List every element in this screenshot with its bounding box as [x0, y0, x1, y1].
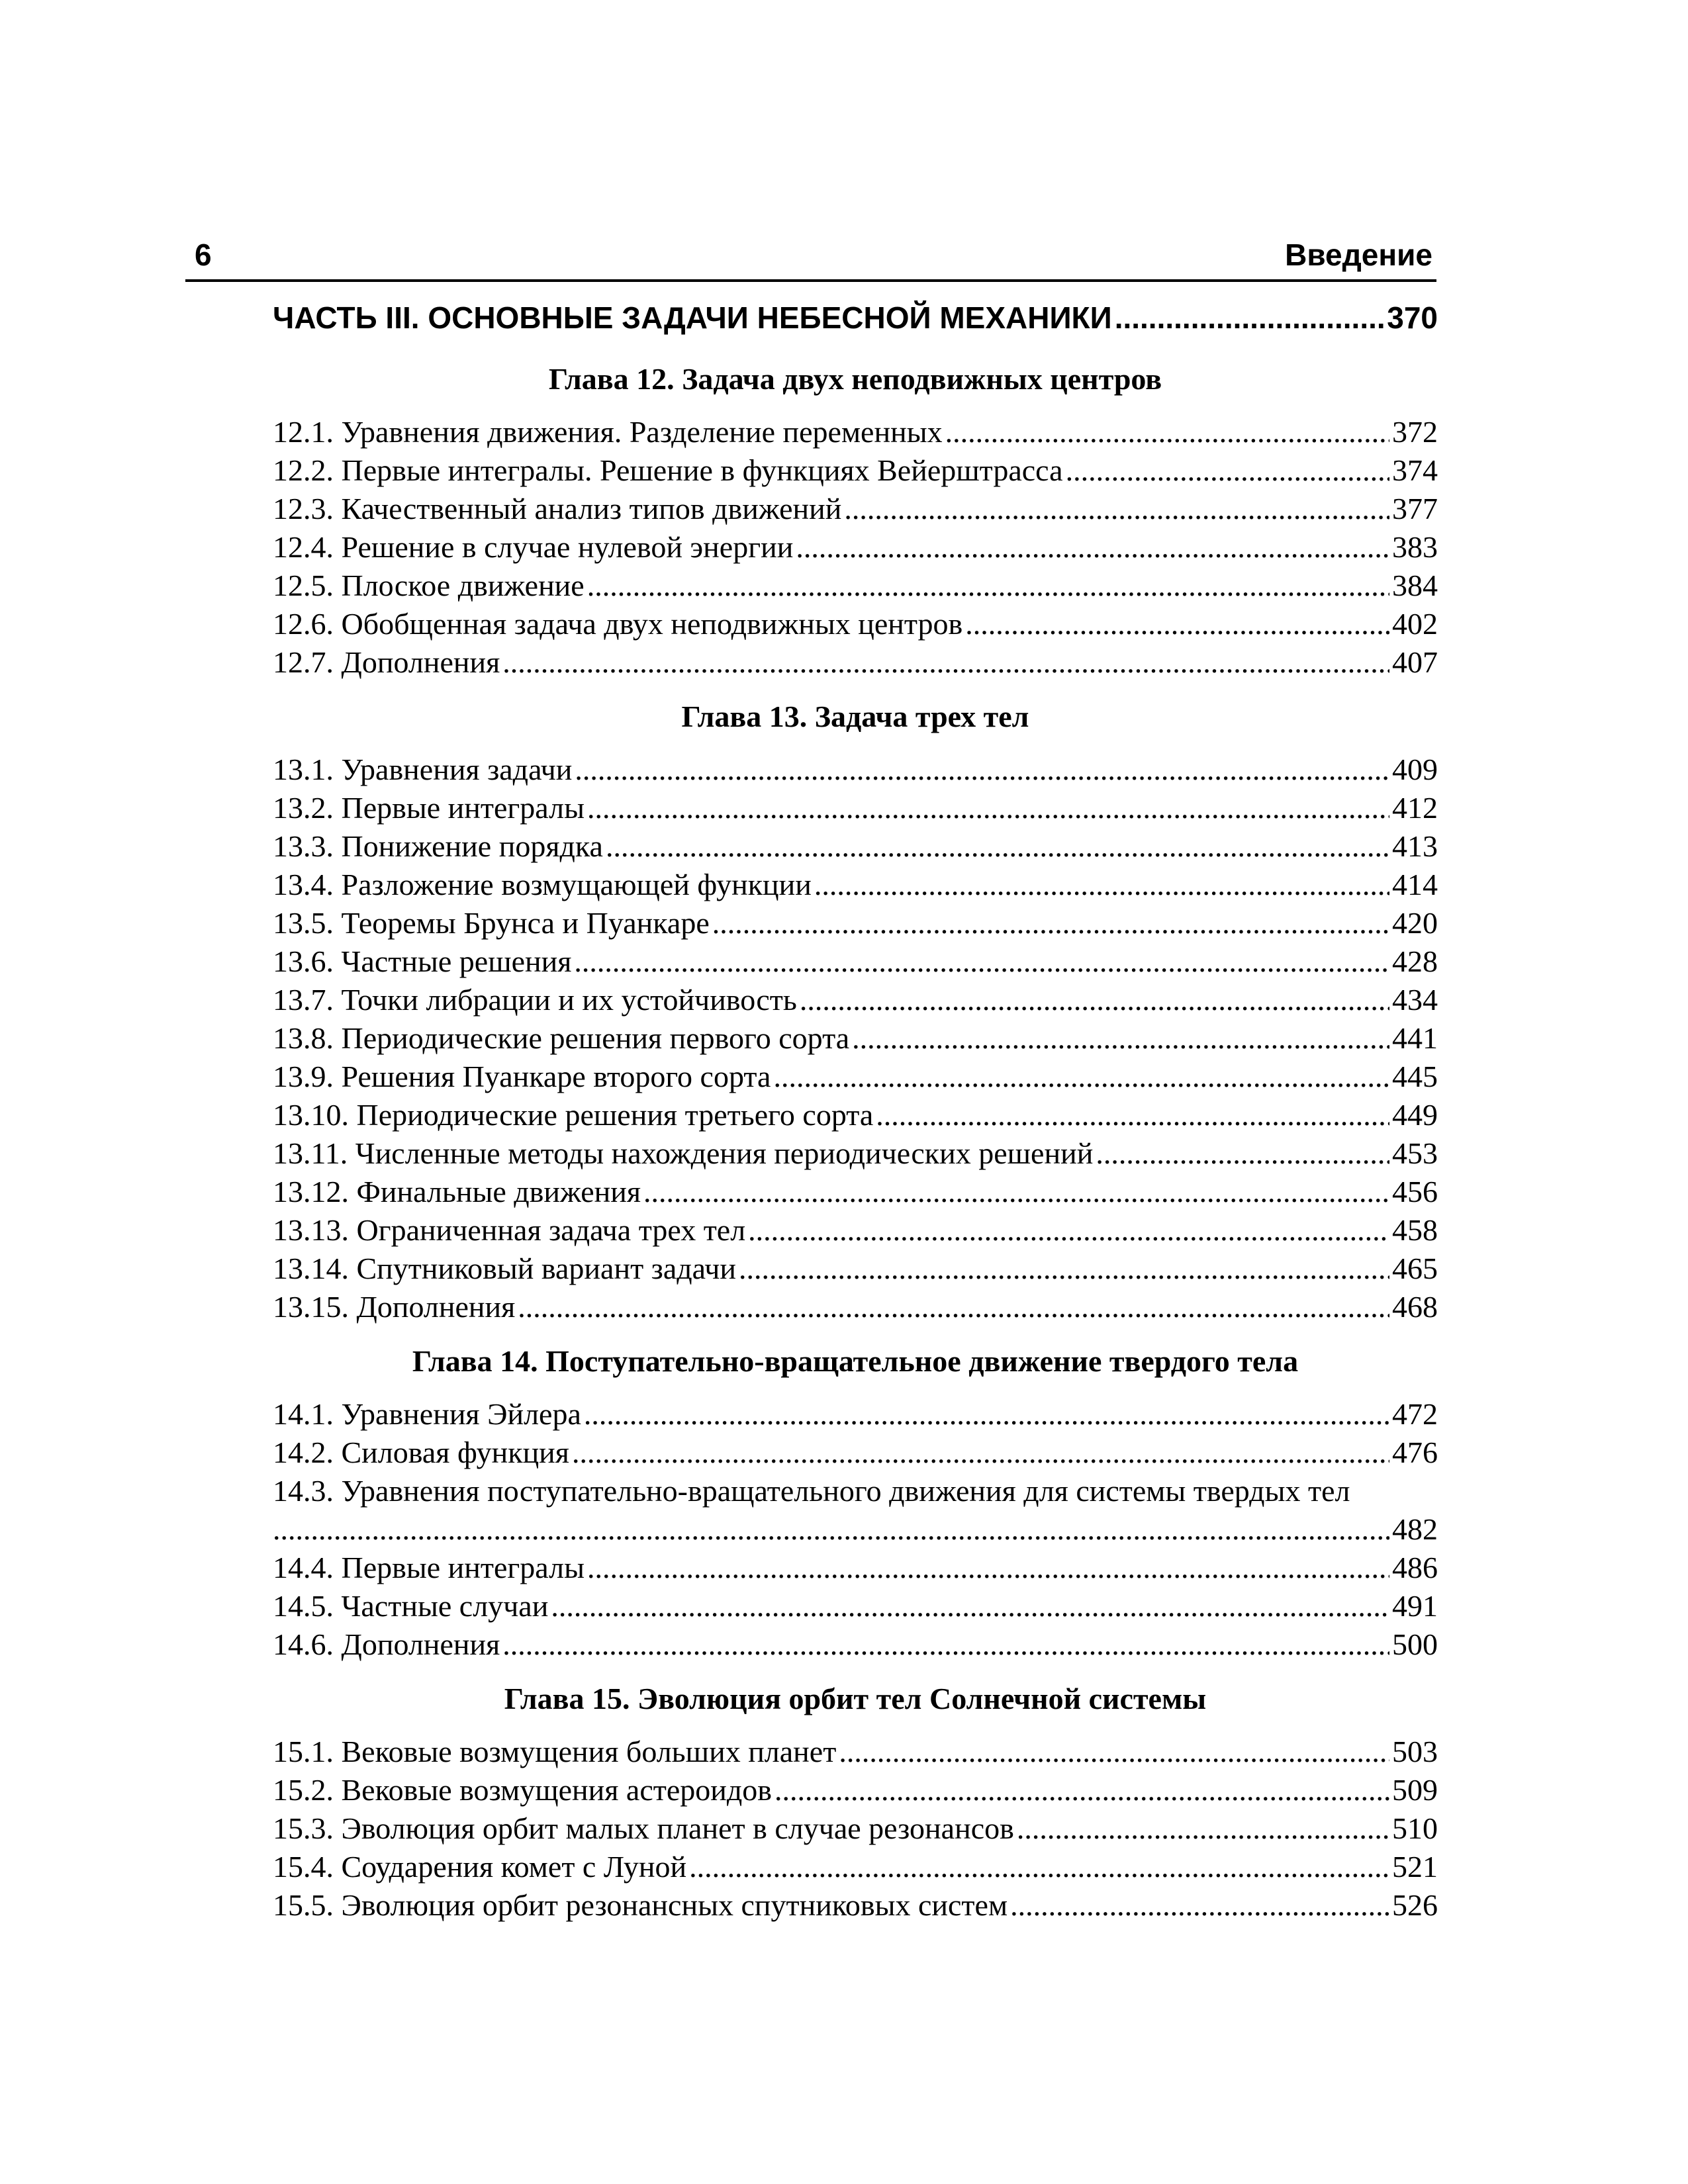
entry-page: 500 [1392, 1627, 1438, 1661]
entry-title: 13.6. Частные решения [273, 944, 572, 978]
entry-page: 453 [1392, 1136, 1438, 1170]
entry-page: 491 [1392, 1589, 1438, 1623]
dot-leader [502, 643, 1389, 682]
toc-entry[interactable] [273, 827, 1438, 866]
dot-leader [587, 789, 1389, 827]
dot-leader [1096, 1134, 1389, 1173]
entry-page: 468 [1392, 1290, 1438, 1324]
dot-leader [643, 1173, 1389, 1211]
chapter-heading: Глава 12. Задача двух неподвижных центров [548, 362, 1162, 396]
toc-entry[interactable] [273, 981, 1438, 1019]
chapter-heading: Глава 14. Поступательно-вращательное движение твердого тела [412, 1344, 1299, 1378]
entry-title: 13.5. Теоремы Брунса и Пуанкаре [273, 906, 710, 940]
entry-page: 458 [1392, 1213, 1438, 1247]
dot-leader [502, 1625, 1389, 1664]
entry-title: 12.1. Уравнения движения. Разделение переменных [273, 415, 943, 449]
entry-title: 13.14. Спутниковый вариант задачи [273, 1251, 736, 1285]
page-number: 6 [195, 238, 212, 272]
toc-entry[interactable] [273, 605, 1438, 643]
toc-entry[interactable] [273, 942, 1438, 981]
entry-page: 384 [1392, 569, 1438, 602]
entry-title: 12.2. Первые интегралы. Решение в функциях Вейерштрасса [273, 453, 1063, 487]
entry-page: 510 [1392, 1811, 1438, 1845]
dot-leader [1010, 1886, 1389, 1925]
entry-page: 428 [1392, 944, 1438, 978]
dot-leader [852, 1019, 1389, 1058]
entry-title: 13.2. Первые интегралы [273, 791, 585, 825]
toc-entry[interactable] [273, 1058, 1438, 1096]
toc-entry[interactable] [273, 1549, 1438, 1587]
entry-title: 13.10. Периодические решения третьего сорта [273, 1098, 874, 1132]
dot-leader [1066, 451, 1389, 490]
entry-page: 402 [1392, 607, 1438, 641]
running-head: Введение [1285, 238, 1432, 272]
entry-title: 14.3. Уравнения поступательно-вращательного движения для системы твердых тел [273, 1474, 1350, 1508]
entry-page: 407 [1392, 645, 1438, 679]
entry-page: 441 [1392, 1021, 1438, 1055]
dot-leader [945, 413, 1389, 451]
entry-title: 15.1. Вековые возмущения больших планет [273, 1735, 837, 1768]
toc-entry[interactable] [273, 1625, 1438, 1664]
toc-entry[interactable] [273, 1019, 1438, 1058]
entry-title: 13.11. Численные методы нахождения периодических решений [273, 1136, 1094, 1170]
toc-entry[interactable] [273, 866, 1438, 904]
dot-leader [587, 567, 1389, 605]
entry-page: 383 [1392, 530, 1438, 564]
toc-entry[interactable] [273, 490, 1438, 528]
dot-leader [800, 981, 1389, 1019]
entry-page: 445 [1392, 1060, 1438, 1093]
toc-entry[interactable] [273, 751, 1438, 789]
toc-entry[interactable] [273, 1587, 1438, 1625]
part-title: ЧАСТЬ III. ОСНОВНЫЕ ЗАДАЧИ НЕБЕСНОЙ МЕХАНИКИ [273, 300, 1112, 335]
entry-title: 15.3. Эволюция орбит малых планет в случае резонансов [273, 1811, 1014, 1845]
entry-page: 472 [1392, 1397, 1438, 1431]
dot-leader [876, 1096, 1389, 1134]
entry-title: 13.1. Уравнения задачи [273, 752, 573, 786]
toc-entry[interactable] [273, 1096, 1438, 1134]
entry-title: 12.6. Обобщенная задача двух неподвижных центров [273, 607, 963, 641]
toc-entry[interactable] [273, 1134, 1438, 1173]
toc-entry[interactable] [273, 1250, 1438, 1288]
chapter-heading: Глава 15. Эволюция орбит тел Солнечной системы [504, 1682, 1207, 1715]
entry-title: 13.8. Периодические решения первого сорта [273, 1021, 850, 1055]
entry-page: 412 [1392, 791, 1438, 825]
entry-title: 14.6. Дополнения [273, 1627, 500, 1661]
toc-entry[interactable] [273, 1211, 1438, 1250]
dot-leader [839, 1733, 1389, 1771]
entry-page: 486 [1392, 1551, 1438, 1584]
entry-title: 15.2. Вековые возмущения астероидов [273, 1773, 773, 1807]
entry-title: 13.7. Точки либрации и их устойчивость [273, 983, 797, 1017]
entry-title: 13.9. Решения Пуанкаре второго сорта [273, 1060, 771, 1093]
dot-leader [773, 1058, 1389, 1096]
toc-entry[interactable] [273, 1809, 1438, 1848]
entry-title: 13.15. Дополнения [273, 1290, 516, 1324]
entry-title: 12.4. Решение в случае нулевой энергии [273, 530, 794, 564]
entry-page: 482 [1392, 1512, 1438, 1546]
toc-entry[interactable] [273, 1173, 1438, 1211]
entry-title: 12.3. Качественный анализ типов движений [273, 492, 842, 525]
dot-leader [712, 904, 1389, 942]
entry-page: 377 [1392, 492, 1438, 525]
entry-title: 14.4. Первые интегралы [273, 1551, 585, 1584]
toc-entry[interactable] [273, 1848, 1438, 1886]
toc-entry[interactable] [273, 413, 1438, 451]
entry-title: 13.12. Финальные движения [273, 1175, 641, 1208]
entry-title: 13.3. Понижение порядка [273, 829, 603, 863]
entry-page: 509 [1392, 1773, 1438, 1807]
entry-page: 420 [1392, 906, 1438, 940]
toc-entry[interactable] [273, 904, 1438, 942]
toc-entry[interactable] [273, 1733, 1438, 1771]
entry-page: 374 [1392, 453, 1438, 487]
dot-leader [574, 942, 1389, 981]
entry-title: 14.1. Уравнения Эйлера [273, 1397, 581, 1431]
dot-leader [584, 1395, 1389, 1433]
entry-title: 12.7. Дополнения [273, 645, 500, 679]
part-page: 370 [1387, 300, 1438, 335]
entry-title: 15.5. Эволюция орбит резонансных спутниковых систем [273, 1888, 1008, 1922]
toc-entry[interactable] [273, 451, 1438, 490]
toc-entry[interactable] [273, 528, 1438, 567]
dot-leader [739, 1250, 1389, 1288]
entry-title: 13.4. Разложение возмущающей функции [273, 868, 812, 901]
entry-title: 14.2. Силовая функция [273, 1435, 569, 1469]
entry-page: 449 [1392, 1098, 1438, 1132]
dot-leader [572, 1433, 1389, 1472]
entry-page: 409 [1392, 752, 1438, 786]
toc-entry[interactable] [273, 1288, 1438, 1326]
dot-leader [814, 866, 1389, 904]
page-header [185, 233, 1436, 282]
chapter-heading: Глава 13. Задача трех тел [681, 700, 1029, 733]
dot-leader [606, 827, 1389, 866]
dot-leader [796, 528, 1389, 567]
entry-title: 14.5. Частные случаи [273, 1589, 549, 1623]
toc-entry[interactable] [273, 1886, 1438, 1925]
dot-leader [551, 1587, 1389, 1625]
dot-leader [965, 605, 1389, 643]
dot-leader [587, 1549, 1389, 1587]
entry-page: 503 [1392, 1735, 1438, 1768]
toc-entry[interactable] [273, 567, 1438, 605]
entry-page: 414 [1392, 868, 1438, 901]
toc-entry[interactable] [273, 1771, 1438, 1809]
entry-page: 521 [1392, 1850, 1438, 1884]
entry-page: 476 [1392, 1435, 1438, 1469]
table-of-contents [273, 291, 1438, 1925]
entry-page: 465 [1392, 1251, 1438, 1285]
dot-leader [518, 1288, 1389, 1326]
toc-entry[interactable] [273, 1395, 1438, 1433]
entry-page: 434 [1392, 983, 1438, 1017]
toc-entry[interactable] [273, 1433, 1438, 1472]
dot-leader [774, 1771, 1389, 1809]
dot-leader [273, 1510, 1389, 1549]
entry-page: 413 [1392, 829, 1438, 863]
entry-page: 526 [1392, 1888, 1438, 1922]
entry-title: 13.13. Ограниченная задача трех тел [273, 1213, 746, 1247]
dot-leader [844, 490, 1389, 528]
toc-entry[interactable] [273, 643, 1438, 682]
dot-leader [689, 1848, 1389, 1886]
entry-page: 372 [1392, 415, 1438, 449]
dot-leader [1017, 1809, 1389, 1848]
entry-title: 15.4. Соударения комет с Луной [273, 1850, 687, 1884]
toc-entry[interactable] [273, 1472, 1438, 1549]
entry-page: 456 [1392, 1175, 1438, 1208]
entry-title: 12.5. Плоское движение [273, 569, 585, 602]
dot-leader [748, 1211, 1389, 1250]
part-entry[interactable] [273, 291, 1438, 344]
dot-leader [575, 751, 1389, 789]
dot-leader [1115, 291, 1385, 344]
toc-entry[interactable] [273, 789, 1438, 827]
